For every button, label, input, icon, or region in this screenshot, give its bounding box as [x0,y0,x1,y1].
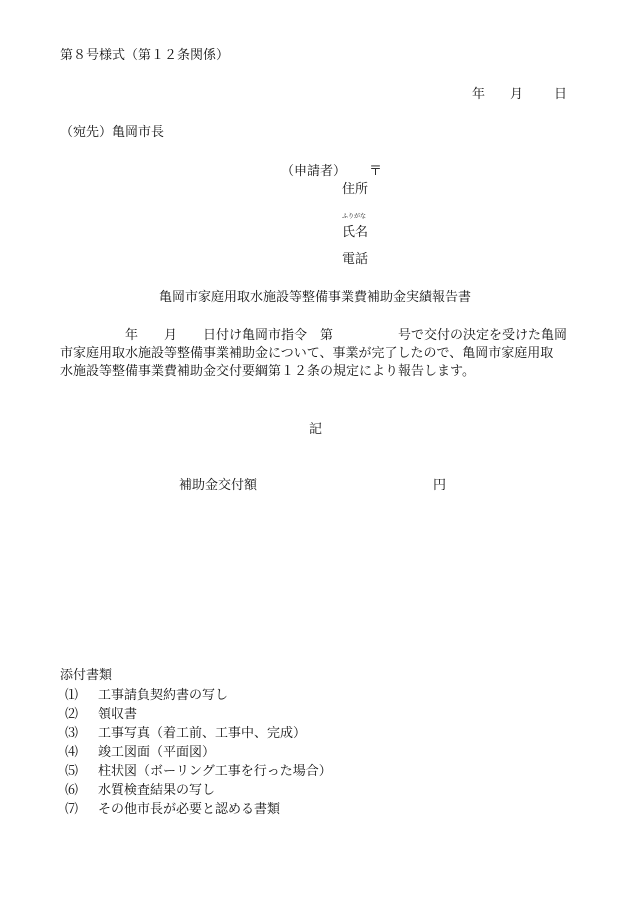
form-number: 第８号様式（第１２条関係） [60,48,230,63]
addressee: （宛先）亀岡市長 [60,125,165,140]
item-text: 領収書 [98,707,138,722]
item-text: 工事請負契約書の写し [98,688,229,703]
phone-label: 電話 [342,252,369,267]
item-text: その他市長が必要と認める書類 [98,802,281,817]
subsidy-amount-row [179,479,446,492]
item-number: ⑺ [65,802,79,817]
list-item [65,743,332,762]
item-number: ⑵ [65,707,79,722]
furigana-label: ふりがな [342,213,367,220]
list-item [65,705,332,724]
list-item [65,800,332,819]
list-item [65,762,332,781]
list-item [65,724,332,743]
item-number: ⑷ [65,745,79,760]
body-line: 水施設等整備事業費補助金交付要綱第１２条の規定により報告します。 [60,364,475,379]
date-year: 年 [472,87,486,102]
date-month: 月 [510,87,524,102]
body-line: 市家庭用取水施設等整備事業補助金について、事業が完了したので、亀岡市家庭用取 [60,346,554,361]
address-label: 住所 [342,182,369,197]
item-text: 竣工図面（平面図） [98,745,216,760]
list-item [65,781,332,800]
attachments-list [65,686,332,819]
name-label: 氏名 [342,225,369,240]
item-text: 工事写真（着工前、工事中、完成） [98,726,307,741]
item-text: 柱状図（ボーリング工事を行った場合） [98,764,332,779]
item-number: ⑸ [65,764,79,779]
list-item [65,686,332,705]
document-title: 亀岡市家庭用取水施設等整備事業費補助金実績報告書 [158,290,471,305]
item-number: ⑶ [65,726,79,741]
ki-heading: 記 [309,422,323,437]
date-day: 日 [554,87,568,102]
yen-unit: 円 [433,478,447,493]
subsidy-amount-label: 補助金交付額 [179,478,258,493]
item-number: ⑹ [65,783,79,798]
postal-mark: 〒 [369,164,383,179]
body-paragraph [60,327,580,381]
attachments-heading: 添付書類 [60,668,113,683]
applicant-label: （申請者） [281,164,347,179]
date-line [472,88,567,101]
body-line: 年 月 日付け亀岡市指令 第 号で交付の決定を受けた亀岡 [60,328,568,343]
item-text: 水質検査結果の写し [98,783,216,798]
item-number: ⑴ [65,688,79,703]
